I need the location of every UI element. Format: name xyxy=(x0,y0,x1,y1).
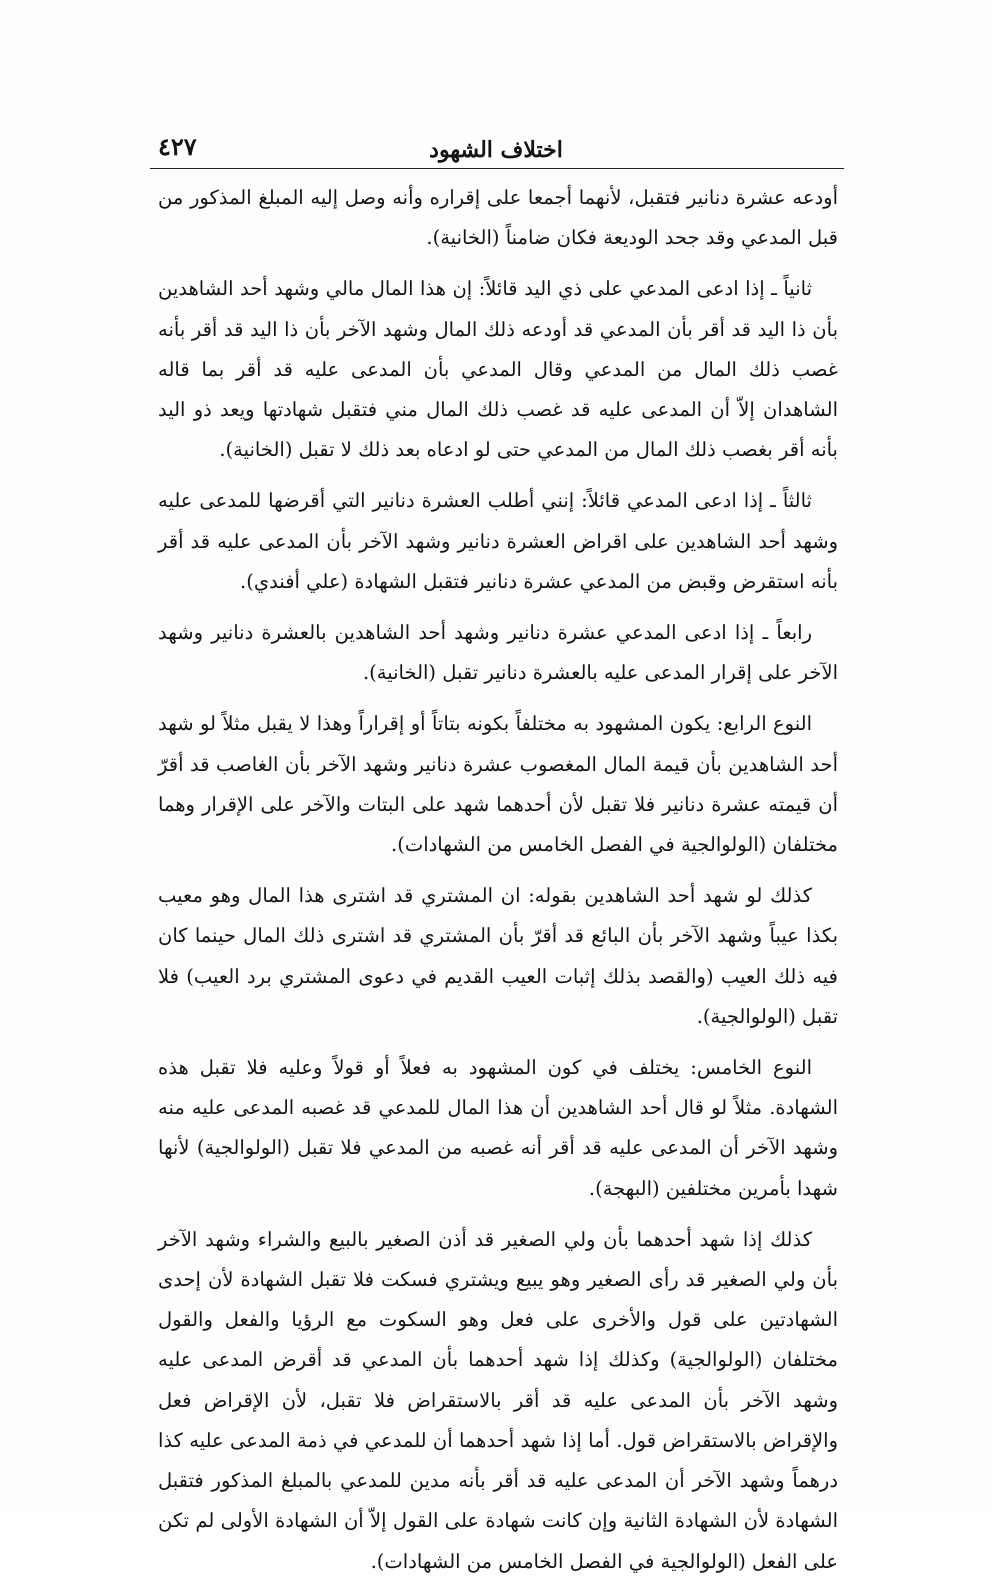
paragraph: النوع الرابع: يكون المشهود به مختلفاً بكونه بتاتاً أو إقراراً وهذا لا يقبل مثلاً لو شهد أحد الشاهدين بأن قيمة المال المغصوب عشرة دنانير وشهد الآخر بأن الغاصب قد أقرّ أن قيمته عشرة دنانير فلا تقبل لأن أحدهما شهد على البتات والآخر على الإقرار وهما مختلفان (الولوالجية في الفصل الخامس من الشهادات). xyxy=(158,712,838,857)
running-title: اختلاف الشهود xyxy=(429,137,563,163)
page-number: ٤٢٧ xyxy=(158,132,197,161)
paragraph: ثانياً ـ إذا ادعى المدعي على ذي اليد قائلاً: إن هذا المال مالي وشهد أحد الشاهدين بأن ذا اليد قد أقر بأن المدعي قد أودعه ذلك المال وشهد الآخر بأن ذا اليد قد أقر بأنه غصب ذلك المال من المدعي وقال المدعي بأن المدعى عليه قد أقر بما قاله الشاهدان إلاّ أن المدعى عليه قد غصب ذلك المال مني فتقبل شهادتها ويعد ذو اليد بأنه أقر بغصب ذلك المال من المدعي حتى لو ادعاه بعد ذلك لا تقبل (الخانية). xyxy=(158,277,838,462)
body-text xyxy=(158,178,838,1593)
paragraph: كذلك لو شهد أحد الشاهدين بقوله: ان المشتري قد اشترى هذا المال وهو معيب بكذا عيباً وشهد الآخر بأن البائع قد أقرّ بأن المشتري قد اشترى ذلك المال حينما كان فيه ذلك العيب (والقصد بذلك إثبات العيب القديم في دعوى المشتري برد العيب) فلا تقبل (الولوالجية). xyxy=(158,884,838,1028)
paragraph: كذلك إذا شهد أحدهما بأن ولي الصغير قد أذن الصغير بالبيع والشراء وشهد الآخر بأن ولي الصغير قد رأى الصغير وهو يبيع ويشتري فسكت فلا تقبل الشهادة لأن إحدى الشهادتين على قول والأخرى على فعل وهو السكوت مع الرؤيا والفعل والقول مختلفان (الولوالجية) وكذلك إذا شهد أحدهما بأن المدعي قد أقرض المدعى عليه وشهد الآخر بأن المدعى عليه قد أقر بالاستقراض فلا تقبل، لأن الإقراض فعل والإقراض بالاستقراض قول. أما إذا شهد أحدهما أن للمدعي في ذمة المدعى عليه كذا درهماً وشهد الآخر أن المدعى عليه قد أقر بأنه مدين للمدعي بالمبلغ المذكور فتقبل الشهادة لأن الشهادة الثانية وإن كانت شهادة على القول إلاّ أن الشهادة الأولى لم تكن على الفعل (الولوالجية في الفصل الخامس من الشهادات). xyxy=(158,1227,838,1573)
paragraph: رابعاً ـ إذا ادعى المدعي عشرة دنانير وشهد أحد الشاهدين بالعشرة دنانير وشهد الآخر على إقرار المدعى عليه بالعشرة دنانير تقبل (الخانية). xyxy=(158,621,838,685)
paragraph: أودعه عشرة دنانير فتقبل، لأنهما أجمعا على إقراره وأنه وصل إليه المبلغ المذكور من قبل المدعي وقد جحد الوديعة فكان ضامناً (الخانية). xyxy=(158,186,838,250)
running-header xyxy=(158,132,834,166)
paragraph: النوع الخامس: يختلف في كون المشهود به فعلاً أو قولاً وعليه فلا تقبل هذه الشهادة. مثلاً لو قال أحد الشاهدين أن هذا المال للمدعي قد غصبه المدعى عليه منه وشهد الآخر أن المدعى عليه قد أقر أنه غصبه من المدعي فلا تقبل (الولوالجية) لأنها شهدا بأمرين مختلفين (البهجة). xyxy=(158,1056,838,1200)
header-rule xyxy=(150,168,844,169)
paragraph: ثالثاً ـ إذا ادعى المدعي قائلاً: إنني أطلب العشرة دنانير التي أقرضها للمدعى عليه وشهد أحد الشاهدين على اقراض العشرة دنانير وشهد الآخر بأن المدعى عليه قد أقر بأنه استقرض وقبض من المدعي عشرة دنانير فتقبل الشهادة (علي أفندي). xyxy=(158,489,838,593)
